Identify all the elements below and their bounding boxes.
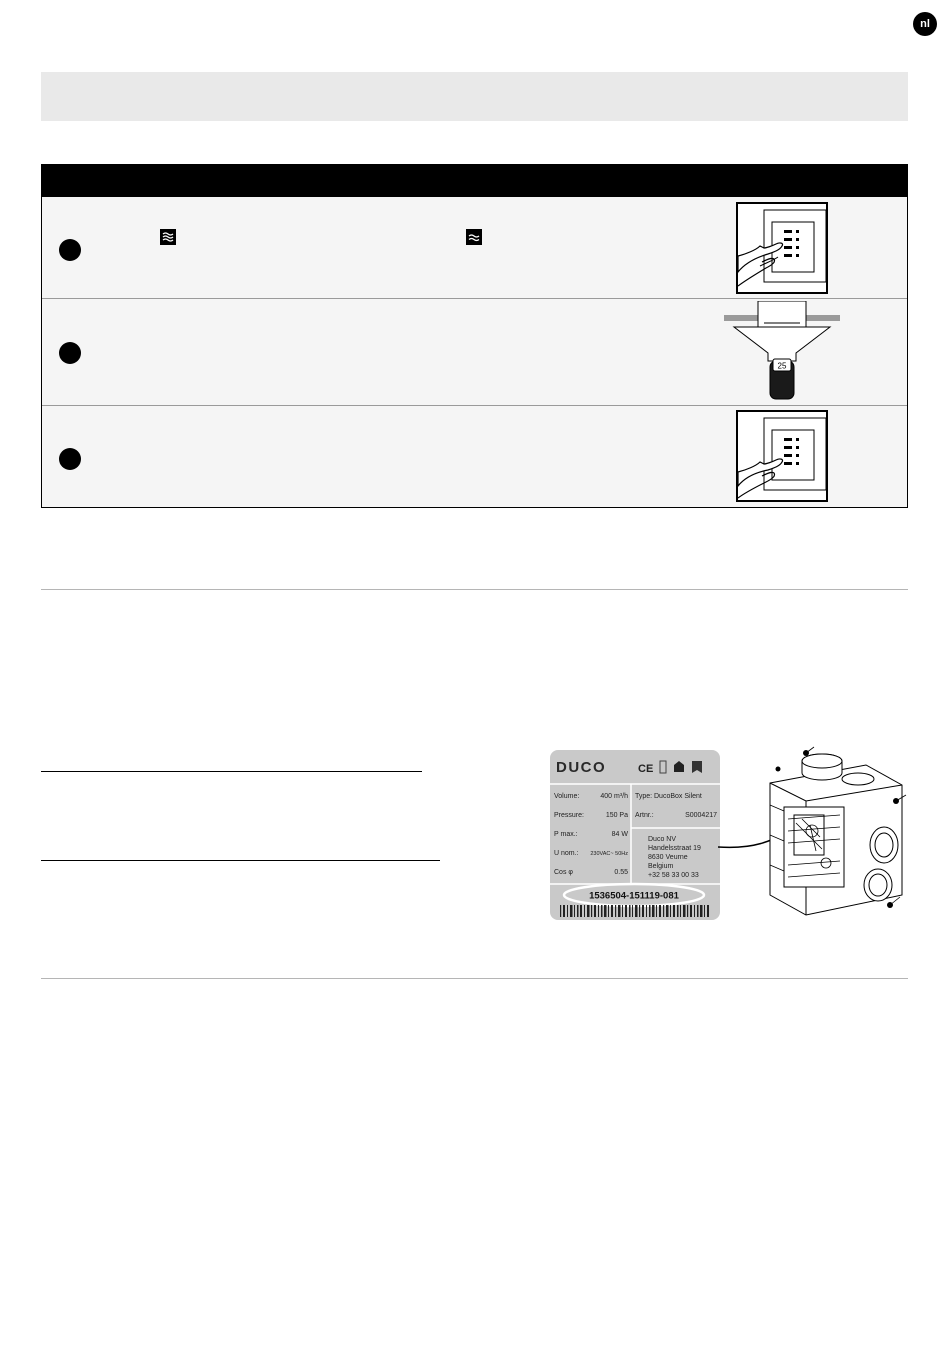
plate-label: Volume: <box>554 793 580 800</box>
underline <box>41 771 422 772</box>
address-line: Handelsstraat 19 <box>648 845 701 852</box>
address-line: Belgium <box>648 863 674 870</box>
ventilation-mode-icon <box>466 229 482 245</box>
plate-value: 84 W <box>611 831 628 838</box>
remote-control-illustration <box>724 301 840 403</box>
serial-number: 1536504-151119-081 <box>589 890 679 902</box>
artnr-value: S0004217 <box>685 812 717 819</box>
language-badge: nl <box>913 12 937 36</box>
step-number-1 <box>59 239 81 261</box>
type-value: DucoBox Silent <box>654 793 702 800</box>
plate-value: 400 m³/h <box>600 793 628 800</box>
plate-value: 150 Pa <box>605 812 628 819</box>
steps-table <box>41 164 908 508</box>
step-number-2 <box>59 342 81 364</box>
plate-label: P max.: <box>554 831 578 838</box>
control-panel-press-illustration <box>736 410 828 502</box>
address-line: +32 58 33 00 33 <box>648 872 699 879</box>
section-divider <box>41 589 908 590</box>
artnr-label: Artnr.: <box>635 812 654 819</box>
ventilation-unit-illustration <box>766 745 912 917</box>
step-number-3 <box>59 448 81 470</box>
type-plate-label <box>550 750 720 920</box>
plate-label: Pressure: <box>554 812 584 819</box>
type-label: Type: <box>635 793 653 800</box>
plate-label: U nom.: <box>554 850 579 857</box>
brand-logo: DUCO <box>556 759 607 776</box>
plate-label: Cos φ <box>554 869 573 876</box>
control-panel-press-illustration <box>736 202 828 294</box>
step-row-1 <box>42 197 907 298</box>
step-row-2 <box>42 299 907 405</box>
section-header-bar <box>41 72 908 121</box>
step-row-3 <box>42 406 907 507</box>
ventilation-mode-icon <box>160 229 176 245</box>
underline <box>41 860 440 861</box>
address-line: 8630 Veurne <box>648 854 688 861</box>
plate-value: 0.55 <box>614 869 628 876</box>
address-line: Duco NV <box>648 836 677 843</box>
section-divider <box>41 978 908 979</box>
plate-value: 230VAC~ 50Hz <box>590 851 628 857</box>
svg-text:CE: CE <box>638 763 654 775</box>
table-header <box>42 165 907 197</box>
remote-display-value: 25 <box>777 361 787 371</box>
